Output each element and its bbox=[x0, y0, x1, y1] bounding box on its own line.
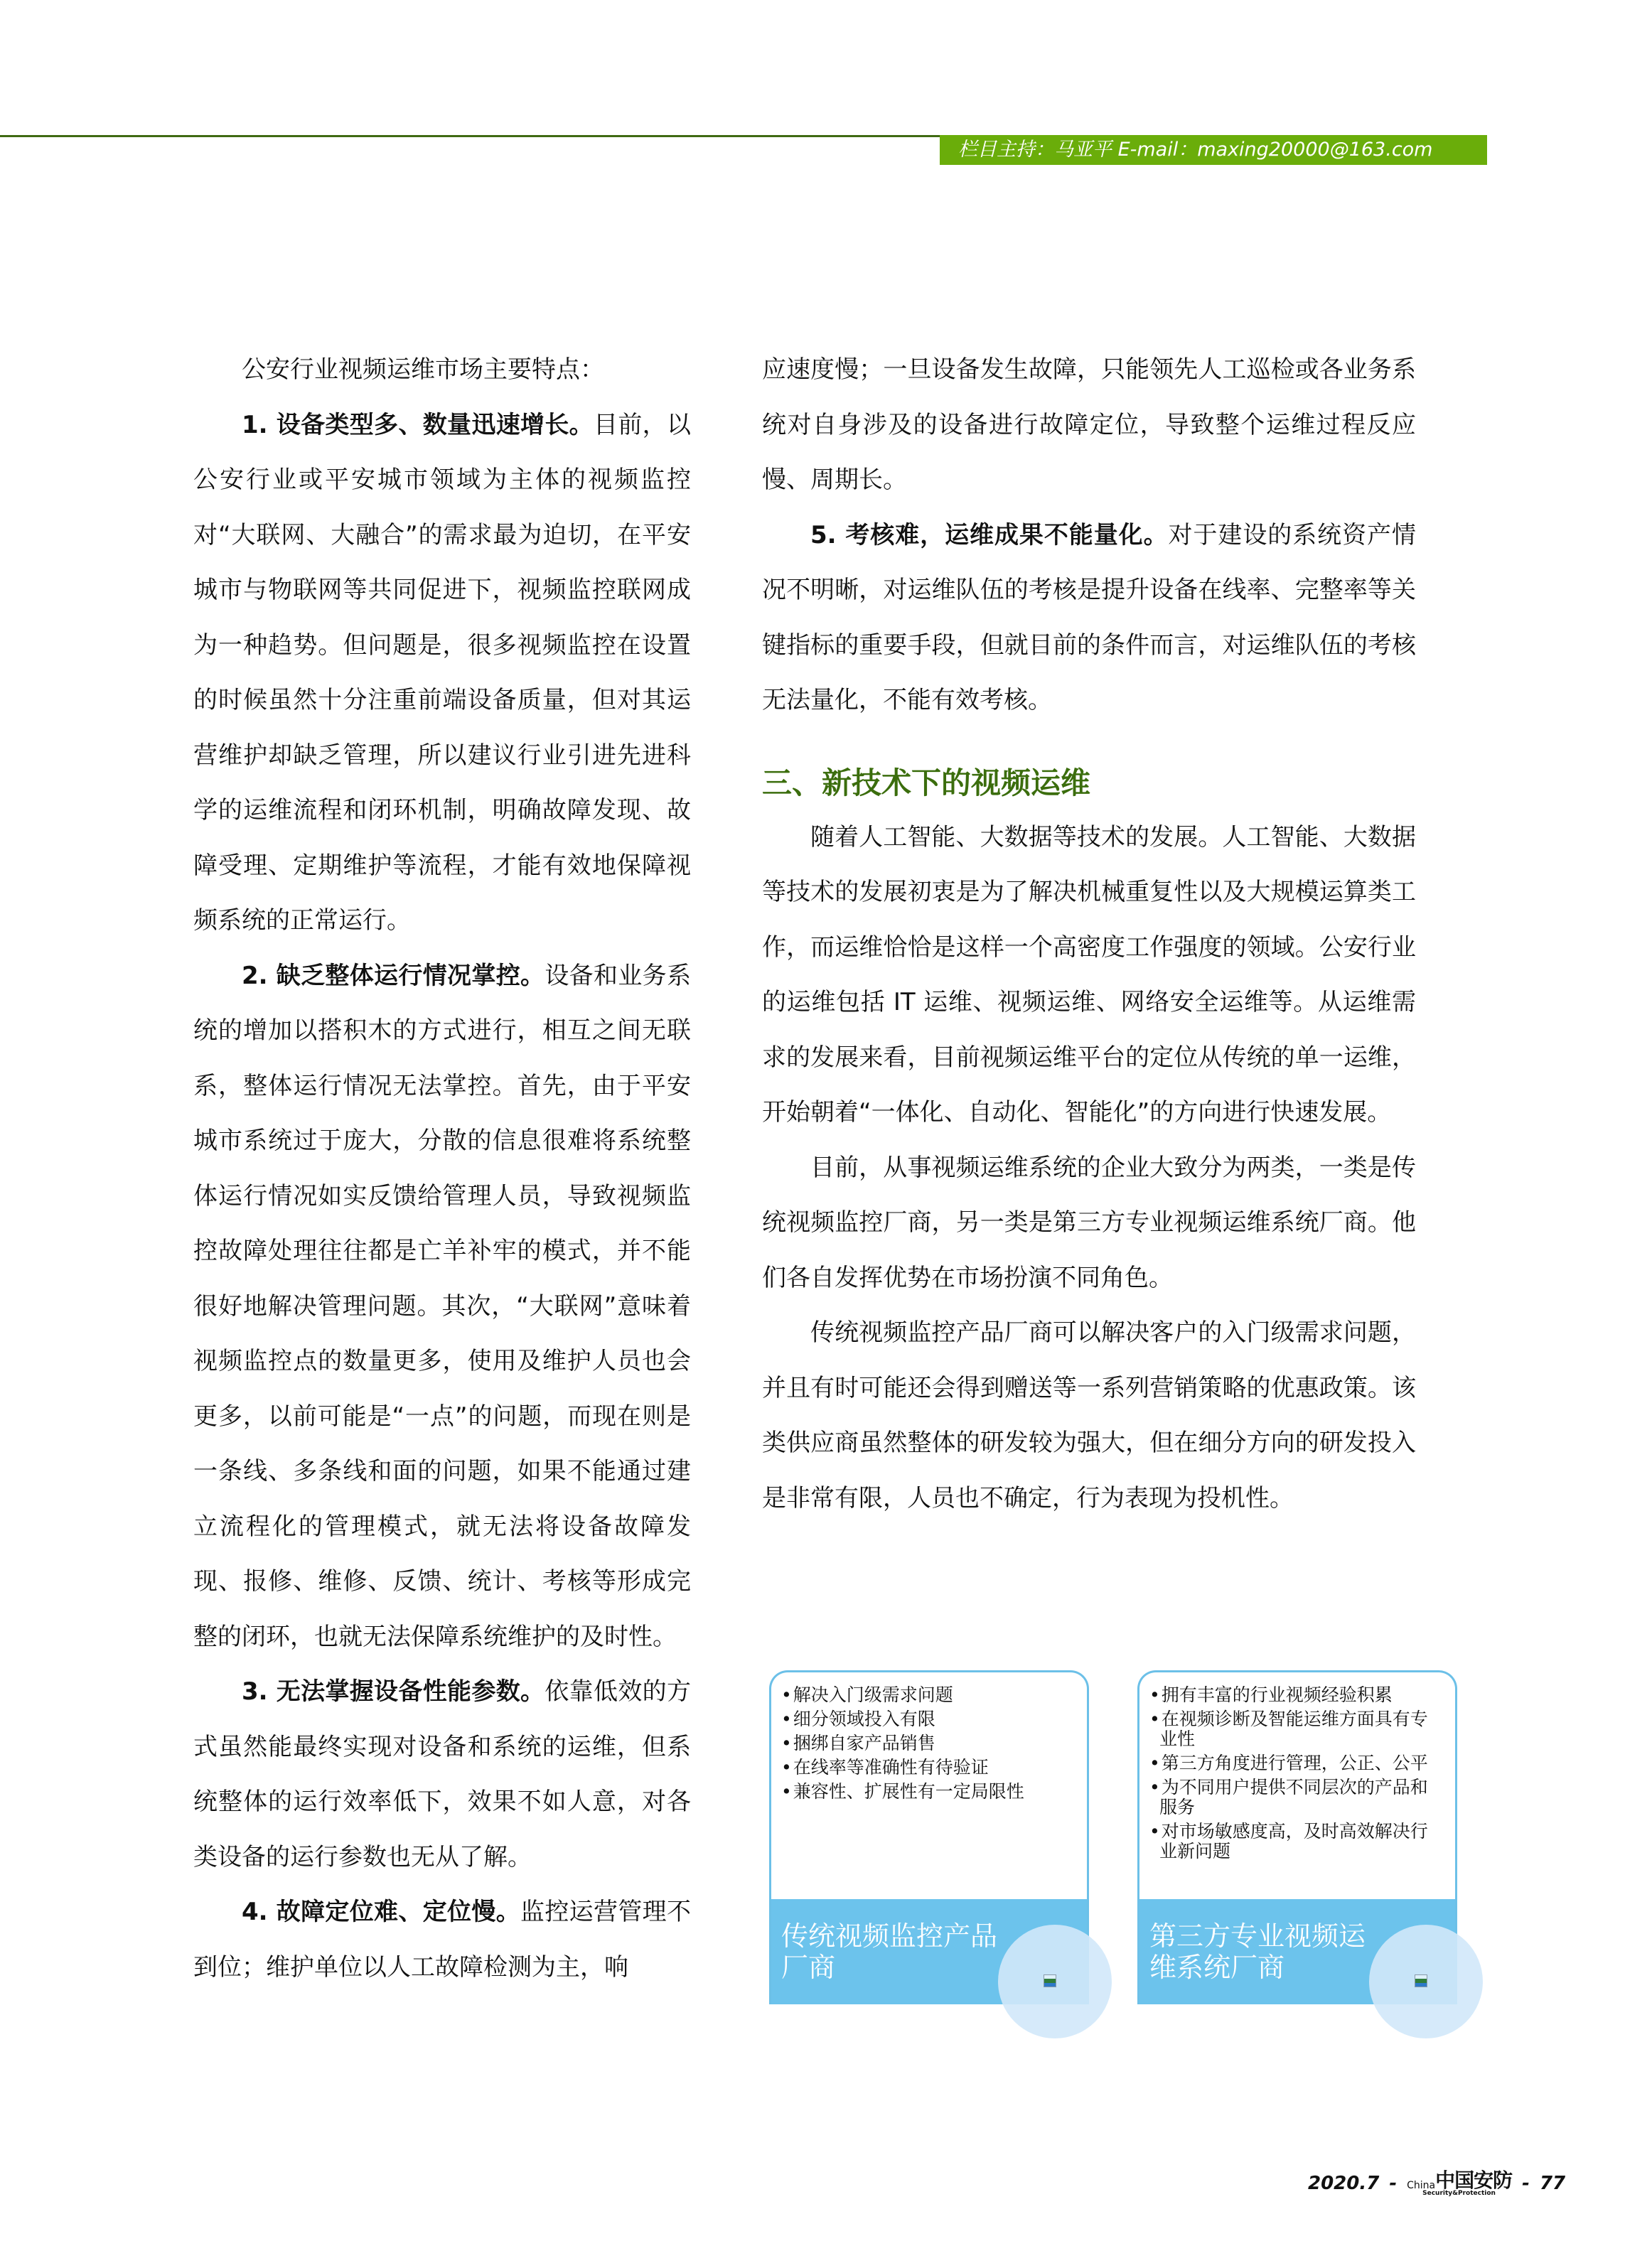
body-paragraph-1: 随着人工智能、大数据等技术的发展。人工智能、大数据等技术的发展初衷是为了解决机械重复性以及大规模运算类工作，而运维恰恰是这样一个高密度工作强度的领域。公安行业的运维包括 IT 运维、视频运维、网络安全运维等。从运维需求的发展来看，目前视频运维平台的定位从传统的单一运维，开始朝着“一体化、自动化、智能化”的方向进行快速发展。 bbox=[762, 822, 1416, 1127]
decorative-circle bbox=[1369, 1925, 1483, 2038]
image-placeholder-icon bbox=[1415, 1974, 1427, 1987]
third-party-vendor-title: 第三方专业视频运维系统厂商 bbox=[1149, 1920, 1366, 1983]
logo-english: China bbox=[1407, 2179, 1436, 2191]
intro-paragraph: 公安行业视频运维市场主要特点： bbox=[242, 355, 604, 384]
list-item: • 解决入门级需求问题 bbox=[781, 1685, 1077, 1705]
point-1 bbox=[193, 398, 691, 949]
point-2 bbox=[193, 949, 691, 1665]
column-host-text: 栏目主持：马亚平 E-mail：maxing20000@163.com bbox=[958, 139, 1433, 161]
logo-subtitle: Security&Protection bbox=[1422, 2189, 1496, 2197]
point-4-body: 监控运营管理不到位；维护单位以人工故障检测为主，响 bbox=[193, 1898, 691, 1982]
image-placeholder-icon bbox=[1044, 1974, 1056, 1987]
traditional-vendor-list bbox=[771, 1672, 1087, 1802]
point-3-body: 依靠低效的方式虽然能最终实现对设备和系统的运维，但系统整体的运行效率低下，效果不如人意，对各类设备的运行参数也无从了解。 bbox=[193, 1677, 691, 1871]
body-paragraph-2: 目前，从事视频运维系统的企业大致分为两类，一类是传统视频监控厂商，另一类是第三方专业视频运维系统厂商。他们各自发挥优势在市场扮演不同角色。 bbox=[762, 1153, 1416, 1292]
decorative-circle bbox=[998, 1925, 1112, 2038]
section-heading: 三、新技术下的视频运维 bbox=[762, 765, 1091, 800]
traditional-vendor-title: 传统视频监控产品厂商 bbox=[781, 1920, 998, 1983]
column-host-banner bbox=[940, 135, 1487, 165]
list-item: • 为不同用户提供不同层次的产品和服务 bbox=[1149, 1778, 1445, 1817]
right-column bbox=[762, 343, 1416, 1526]
body-paragraph-3: 传统视频监控产品厂商可以解决客户的入门级需求问题，并且有时可能还会得到赠送等一系列营销策略的优惠政策。该类供应商虽然整体的研发较为强大，但在细分方向的研发投入是非常有限，人员也不确定，行为表现为投机性。 bbox=[762, 1318, 1416, 1512]
page-number: 77 bbox=[1539, 2173, 1566, 2194]
point-3-title: 3. 无法掌握设备性能参数。 bbox=[242, 1677, 545, 1706]
point-5 bbox=[762, 508, 1416, 729]
point-4-title: 4. 故障定位难、定位慢。 bbox=[242, 1898, 521, 1926]
point-2-title: 2. 缺乏整体运行情况掌控。 bbox=[242, 961, 545, 990]
list-item: • 兼容性、扩展性有一定局限性 bbox=[781, 1782, 1077, 1802]
point-1-body: 目前，以公安行业或平安城市领域为主体的视频监控对“大联网、大融合”的需求最为迫切，在平安城市与物联网等共同促进下，视频监控联网成为一种趋势。但问题是，很多视频监控在设置的时候虽然十分注重前端设备质量，但对其运营维护却缺乏管理，所以建议行业引进先进科学的运维流程和闭环机制，明确故障发现、故障受理、定期维护等流程，才能有效地保障视频系统的正常运行。 bbox=[193, 410, 691, 935]
point-5-title: 5. 考核难，运维成果不能量化。 bbox=[810, 520, 1169, 549]
list-item: • 细分领域投入有限 bbox=[781, 1709, 1077, 1729]
magazine-logo bbox=[1407, 2168, 1513, 2197]
footer-separator: - bbox=[1522, 2173, 1530, 2194]
issue-date: 2020.7 bbox=[1308, 2173, 1380, 2194]
list-item: • 第三方角度进行管理，公正、公平 bbox=[1149, 1753, 1445, 1773]
logo-chinese: 中国安防 bbox=[1435, 2168, 1513, 2192]
left-column bbox=[193, 343, 691, 1995]
point-5-body: 对于建设的系统资产情况不明晰，对运维队伍的考核是提升设备在线率、完整率等关键指标的重要手段，但就目前的条件而言，对运维队伍的考核无法量化，不能有效考核。 bbox=[762, 520, 1416, 714]
list-item: • 拥有丰富的行业视频经验积累 bbox=[1149, 1685, 1445, 1705]
top-rule bbox=[0, 135, 940, 137]
page-footer bbox=[1308, 2169, 1578, 2198]
list-item: • 在线率等准确性有待验证 bbox=[781, 1758, 1077, 1778]
third-party-vendor-list bbox=[1139, 1672, 1455, 1861]
point-3 bbox=[193, 1665, 691, 1885]
list-item: • 在视频诊断及智能运维方面具有专业性 bbox=[1149, 1709, 1445, 1749]
point-1-title: 1. 设备类型多、数量迅速增长。 bbox=[242, 410, 594, 439]
footer-separator: - bbox=[1389, 2173, 1398, 2194]
point-4 bbox=[193, 1885, 691, 1995]
point-2-body: 设备和业务系统的增加以搭积木的方式进行，相互之间无联系，整体运行情况无法掌控。首先，由于平安城市系统过于庞大，分散的信息很难将系统整体运行情况如实反馈给管理人员，导致视频监控故障处理往往都是亡羊补牢的模式，并不能很好地解决管理问题。其次，“大联网”意味着视频监控点的数量更多，使用及维护人员也会更多，以前可能是“一点”的问题，而现在则是一条线、多条线和面的问题，如果不能通过建立流程化的管理模式，就无法将设备故障发现、报修、维修、反馈、统计、考核等形成完整的闭环，也就无法保障系统维护的及时性。 bbox=[193, 961, 691, 1651]
list-item: • 捆绑自家产品销售 bbox=[781, 1734, 1077, 1753]
point-4-continuation: 应速度慢；一旦设备发生故障，只能领先人工巡检或各业务系统对自身涉及的设备进行故障定位，导致整个运维过程反应慢、周期长。 bbox=[762, 355, 1416, 494]
list-item: • 对市场敏感度高，及时高效解决行业新问题 bbox=[1149, 1822, 1445, 1861]
